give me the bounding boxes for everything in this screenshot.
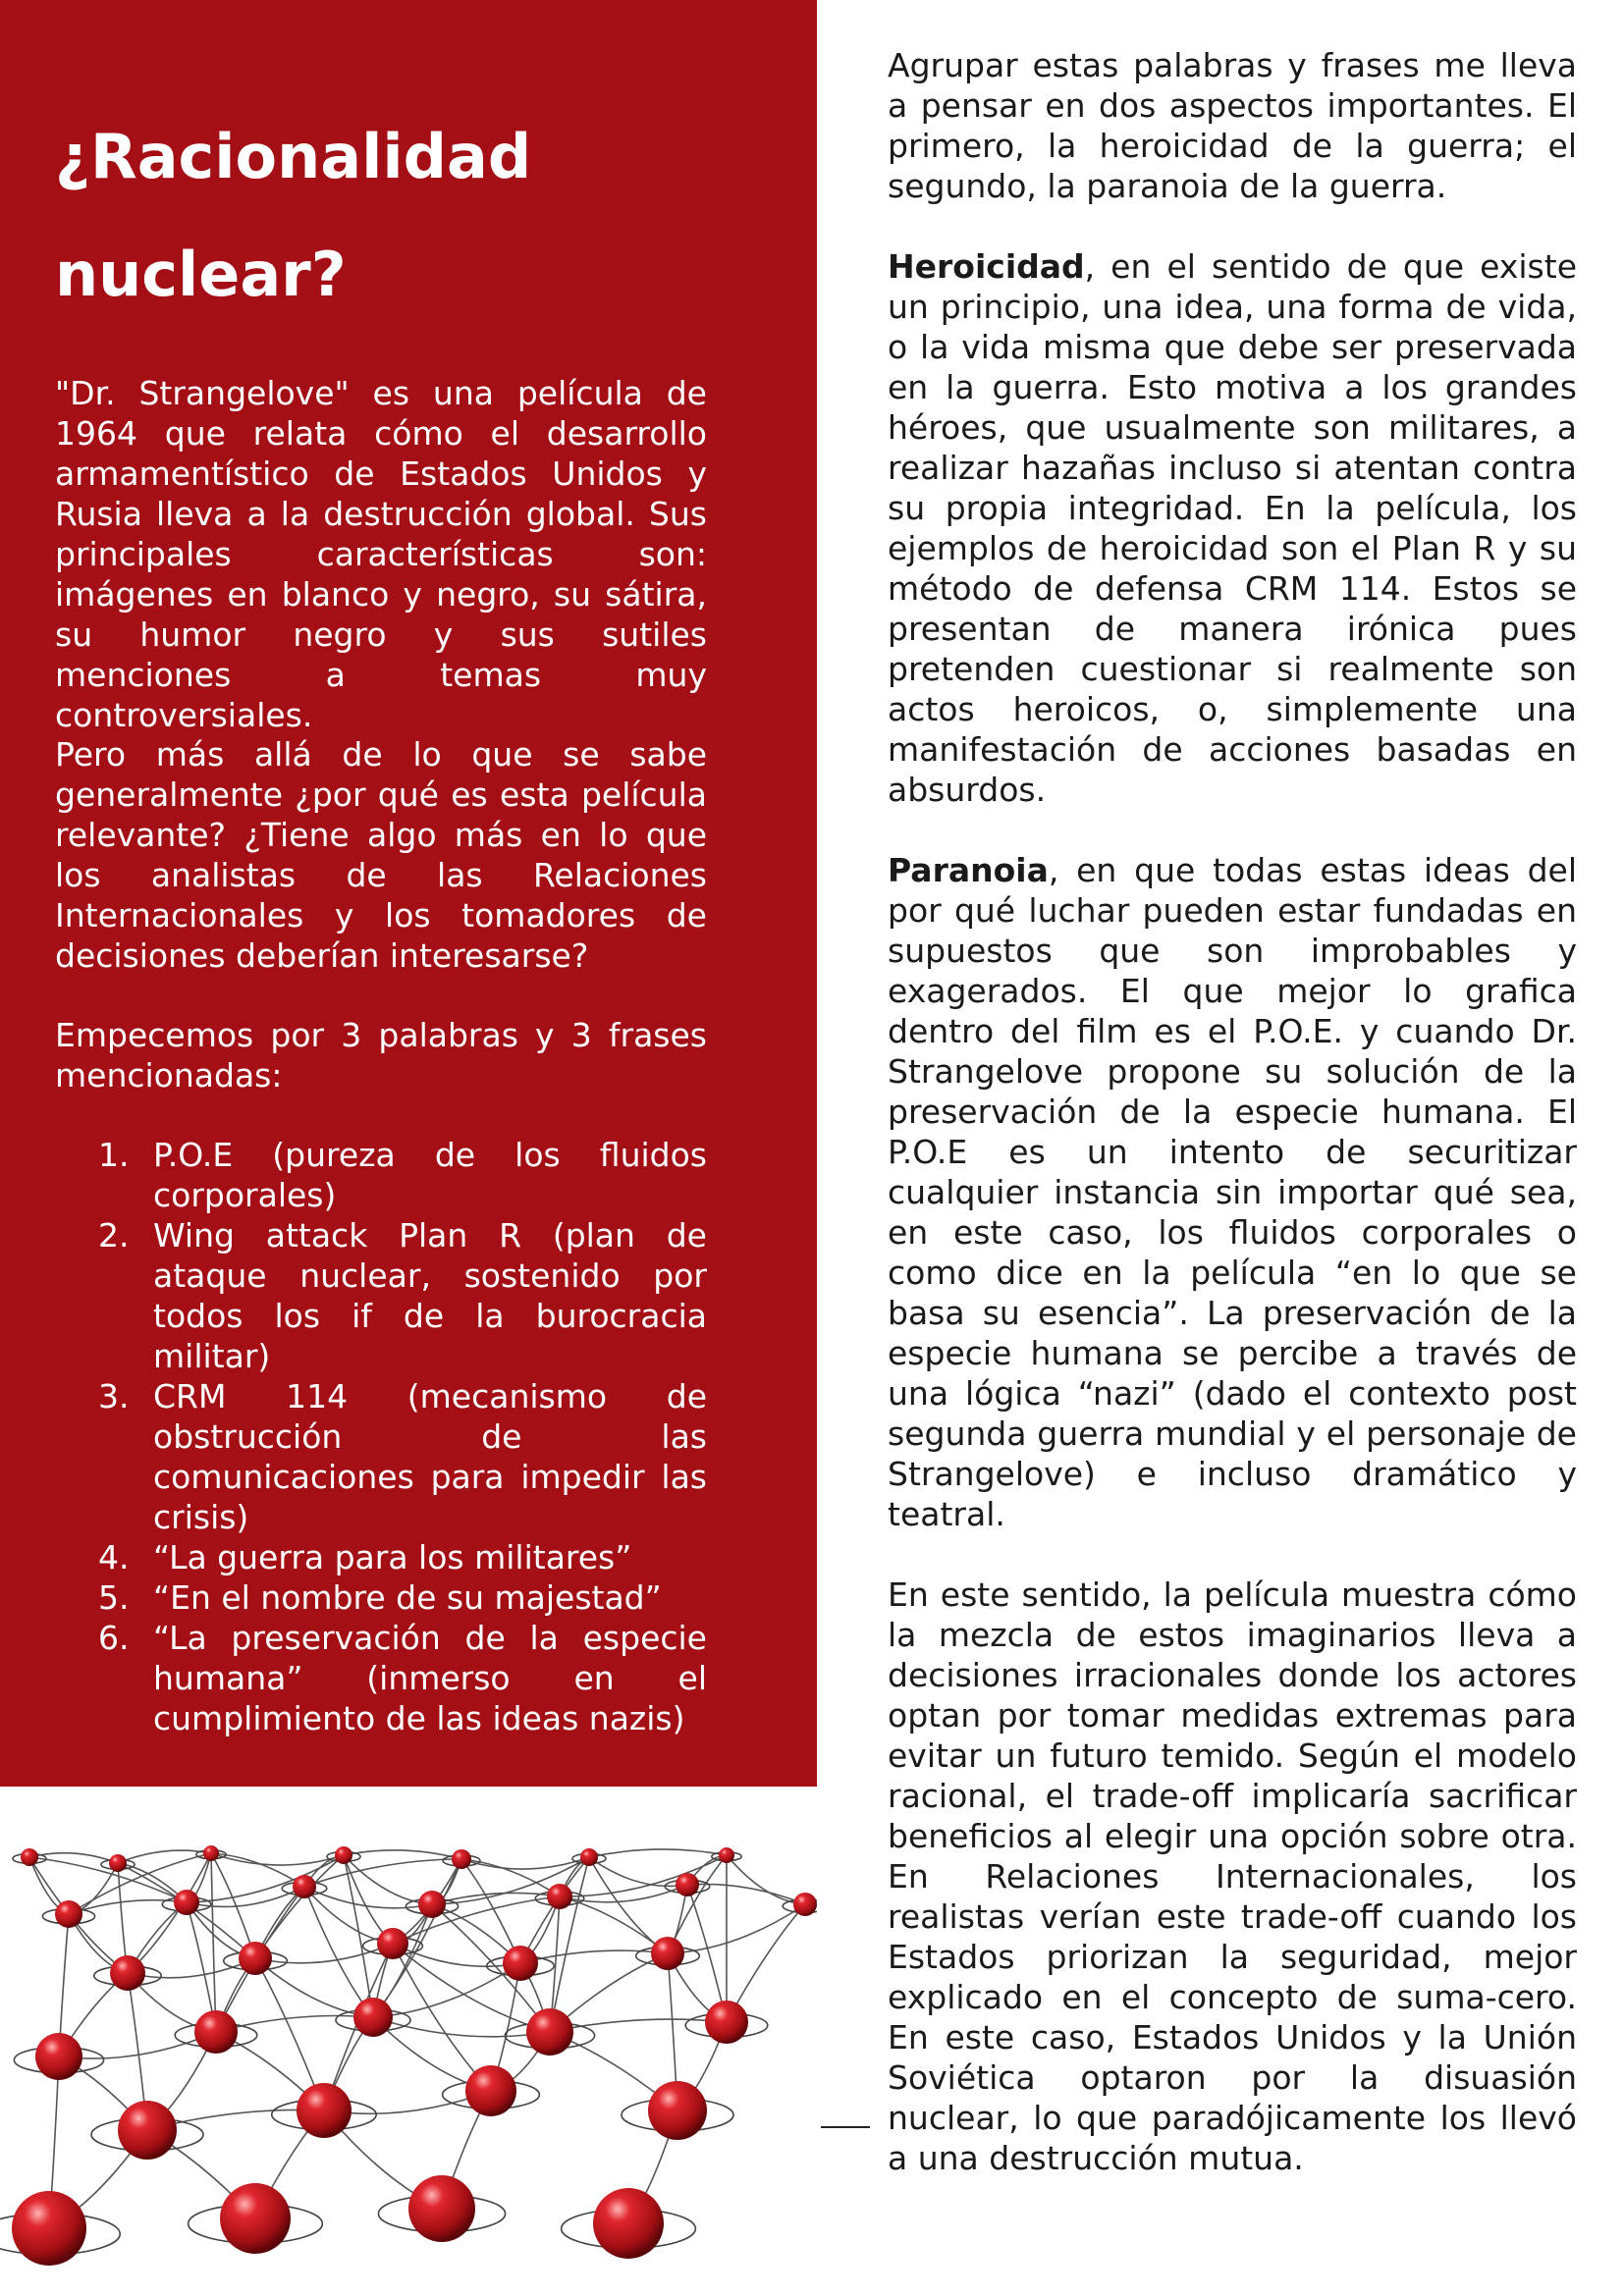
red-sphere-node [118,2101,177,2160]
red-sphere-node [705,2001,748,2044]
red-sphere-node [526,2008,573,2056]
intro-paragraph: "Dr. Strangelove" es una película de 1964 que relata cómo el desarrollo armamentístico de Estados Unidos y Rusia lleva a la destrucción global. Sus principales características son: imágenes en blanco y negro, su sátira, su humor negro y sus sutiles menciones a temas muy controversiales. [55,374,707,734]
heroicidad-text: , en el sentido de que existe un principio, una idea, una forma de vida, o la vida misma que debe ser preservada en la guerra. Esto motiva a los grandes héroes, que usualmente son militares, a realizar hazañas incluso si atentan contra su propia integridad. En la película, los ejemplos de heroicidad son el Plan R y su método de defensa CRM 114. Estos se presentan de manera irónica pues pretenden cuestionar si realmente son actos heroicos, o, simplemente una manifestación de acciones basadas en absurdos. [888,247,1577,809]
red-sphere-node [648,2081,707,2140]
list-item-number: 6. [98,1619,130,1657]
heroicidad-paragraph [888,246,1577,810]
list-item-text: “La guerra para los militares” [153,1538,632,1576]
network-link [461,1859,520,1963]
left-red-panel [0,0,817,1787]
list-item-number: 2. [98,1216,130,1255]
divider-line [821,2126,870,2128]
title-line-2: nuclear? [55,239,347,310]
list-item-text: CRM 114 (mecanismo de obstrucción de las comunicaciones para impedir las crisis) [153,1377,707,1536]
network-link [393,1944,520,1966]
paranoia-paragraph [888,850,1577,1534]
red-sphere-node [452,1849,471,1869]
red-sphere-node [297,2083,352,2138]
network-link [344,1850,461,1859]
red-sphere-node [174,1890,199,1915]
red-sphere-node [593,2188,664,2259]
list-item [55,1618,707,1738]
network-link [589,1849,727,1857]
network-link [216,2015,373,2032]
red-sphere-node [418,1891,446,1918]
network-link [255,1958,373,2017]
conclusion-paragraph: En este sentido, la película muestra cómo la mezcla de estos imaginarios lleva a decisiones irracionales donde los actores optan por tomar medidas extremas para evitar un futuro temido. Según el modelo racional, el trade-off implicaría sacrificar beneficios al elegir una opción sobre otra. En Relaciones Internacionales, los realistas verían este trade-off cuando los Estados priorizan la seguridad, mejor explicado en el concepto de suma-cero. En este caso, Estados Unidos y la Unión Soviética optaron por la disuasión nuclear, lo que paradójicamente los llevó a una destrucción mutua. [888,1575,1577,2177]
red-sphere-node [194,2010,238,2054]
red-sphere-node [580,1848,598,1866]
list-item [55,1537,707,1577]
network-link [211,1853,216,2032]
list-item-text: “En el nombre de su majestad” [153,1578,662,1617]
list-item-text: “La preservación de la especie humana” (inmerso en el cumplimiento de las ideas nazis) [153,1619,707,1737]
heroicidad-term: Heroicidad [888,247,1085,286]
network-link [187,1855,344,1902]
list-item-number: 4. [98,1538,130,1576]
network-link [589,1857,668,1953]
network-link [373,2017,550,2037]
list-item [55,1215,707,1376]
red-sphere-node [35,2033,82,2080]
network-link [187,1887,304,1906]
network-link [668,1855,727,1953]
red-sphere-node [503,1946,538,1981]
red-sphere-node [12,2191,86,2266]
red-sphere-node [793,1893,817,1916]
question-paragraph: Pero más allá de lo que se sabe generalmente ¿por qué es esta película relevante? ¿Tiene algo más en lo que los analistas de las Relaciones Internacionales y los tomadores de decisiones deberían interesarse? [55,735,707,975]
network-spheres-image [0,1845,817,2296]
right-column [888,45,1577,2218]
red-sphere-node [719,1847,734,1863]
list-item [55,1135,707,1215]
network-link [550,1857,589,2032]
red-sphere-node [220,2183,291,2254]
red-sphere-node [547,1884,572,1909]
network-link [560,1896,668,1953]
network-link [727,1855,805,1904]
red-sphere-node [239,1942,272,1975]
network-link [520,1950,668,1963]
title-line-1: ¿Racionalidad [55,121,532,192]
red-sphere-node [21,1848,38,1866]
red-sphere-node [203,1845,219,1861]
list-item-text: P.O.E (pureza de los fluidos corporales) [153,1136,707,1214]
paranoia-text: , en que todas estas ideas del por qué luchar pueden estar fundadas en supuestos que son improbables y exagerados. El que mejor lo grafica dentro del film es el P.O.E. y cuando Dr. Strangelove propone su solución de la preservación de la especie humana. El P.O.E es un intento de securitizar cualquier instancia sin importar qué sea, en este caso, los fluidos corporales o como dice en la película “en lo que se basa su esencia”. La preservación de la especie humana se percibe a través de una lógica “nazi” (dado el contexto post segunda guerra mundial y el personaje de Strangelove) e incluso dramático y teatral. [888,851,1577,1533]
paranoia-term: Paranoia [888,851,1049,889]
red-sphere-node [377,1928,408,1959]
red-sphere-node [109,1854,127,1872]
article-title [55,98,742,334]
red-sphere-node [55,1900,82,1928]
red-sphere-node [293,1875,316,1898]
list-item-text: Wing attack Plan R (plan de ataque nuclear, sostenido por todos los if de la burocracia militar) [153,1216,707,1375]
keywords-list [55,1135,707,1738]
red-sphere-node [353,1998,393,2037]
network-link [304,1887,432,1908]
red-sphere-node [465,2065,516,2116]
list-item [55,1577,707,1618]
network-link [304,1887,393,1944]
red-sphere-node [408,2175,475,2242]
list-item-number: 1. [98,1136,130,1174]
network-link [373,1963,520,2017]
list-item-number: 3. [98,1377,130,1415]
network-link [255,1855,344,1958]
red-sphere-node [676,1873,699,1896]
list-item [55,1376,707,1537]
network-link [344,1855,432,1904]
red-sphere-node [335,1846,352,1864]
red-sphere-node [110,1955,145,1991]
list-item-number: 5. [98,1578,130,1617]
red-sphere-node [651,1937,684,1970]
list-intro-paragraph: Empecemos por 3 palabras y 3 frases mencionadas: [55,1016,707,1095]
network-link [69,1900,187,1914]
right-intro-paragraph: Agrupar estas palabras y frases me lleva a pensar en dos aspectos importantes. El primero, la heroicidad de la guerra; el segundo, la paranoia de la guerra. [888,46,1577,205]
